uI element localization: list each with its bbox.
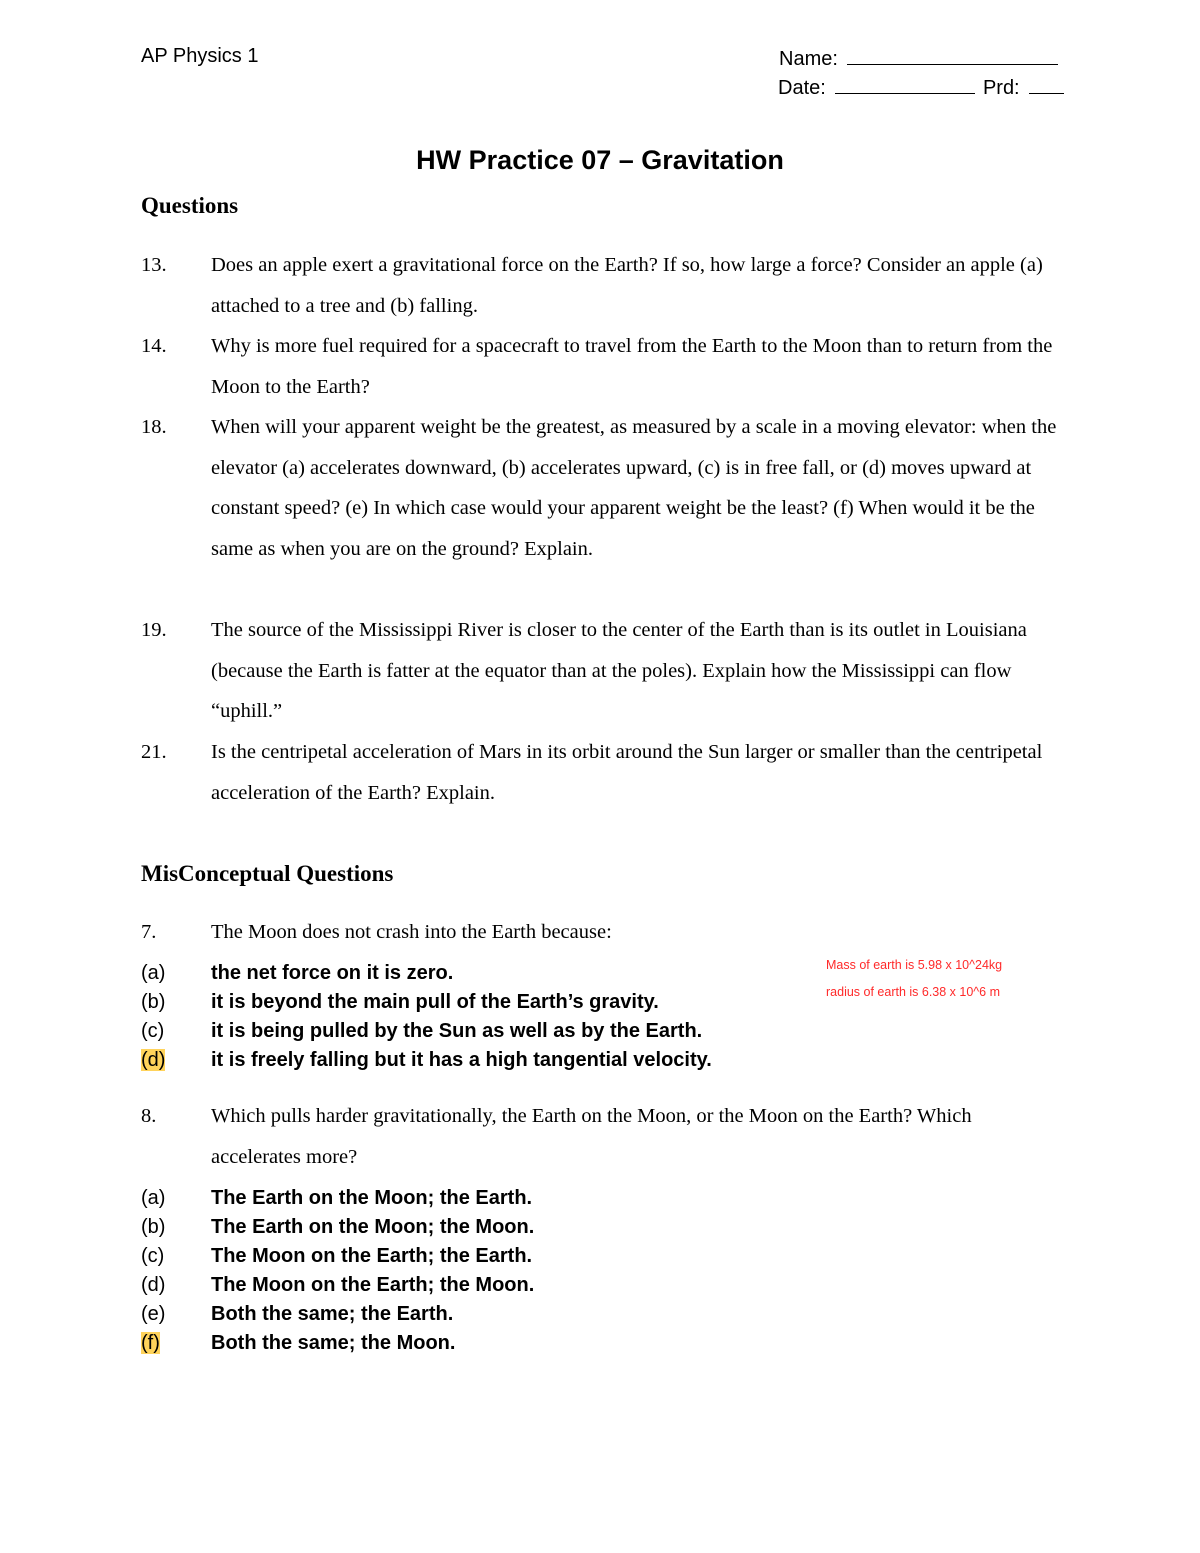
mass-note: Mass of earth is 5.98 x 10^24kg	[826, 958, 1003, 972]
option-text: The Earth on the Moon; the Earth.	[211, 1187, 533, 1209]
option-label: (c)	[141, 1020, 165, 1042]
question-number: 7.	[141, 921, 157, 943]
date-blank[interactable]	[835, 75, 975, 94]
option-label: (a)	[141, 1187, 166, 1209]
option-row[interactable]	[141, 988, 712, 1017]
option-row[interactable]	[141, 1184, 534, 1213]
option-label: (c)	[141, 1245, 165, 1267]
question-number: 18.	[141, 416, 167, 438]
page-title: HW Practice 07 – Gravitation	[416, 145, 784, 175]
question-text: The Moon does not crash into the Earth because:	[211, 921, 612, 943]
question-14	[141, 326, 1061, 407]
option-label: (d)	[141, 1274, 166, 1296]
option-label: (b)	[141, 991, 166, 1013]
question-text: The source of the Mississippi River is closer to the center of the Earth than is its outlet in Louisiana (because the Earth is fatter at the equator than at the poles). Explain how the Mississippi can flow “uphill.”	[211, 619, 1027, 723]
misconceptual-question-8	[141, 1096, 1061, 1177]
option-row[interactable]	[141, 1300, 534, 1329]
question-text: Is the centripetal acceleration of Mars in its orbit around the Sun larger or smaller than the centripetal acceleration of the Earth? Explain.	[211, 741, 1043, 804]
name-line	[778, 45, 1064, 74]
period-label: Prd:	[982, 77, 1020, 99]
option-text: The Moon on the Earth; the Earth.	[211, 1245, 533, 1267]
question-number: 8.	[141, 1105, 157, 1127]
option-label: (b)	[141, 1216, 166, 1238]
name-blank[interactable]	[847, 46, 1058, 65]
question-18	[141, 407, 1061, 569]
student-info-block	[778, 45, 1064, 103]
option-label: (e)	[141, 1303, 166, 1325]
question-number: 19.	[141, 619, 167, 641]
option-text: it is being pulled by the Sun as well as by the Earth.	[211, 1020, 703, 1042]
option-text: Both the same; the Moon.	[211, 1332, 456, 1354]
option-row[interactable]	[141, 1213, 534, 1242]
option-text: The Earth on the Moon; the Moon.	[211, 1216, 535, 1238]
question-number: 13.	[141, 254, 167, 276]
question-text: Does an apple exert a gravitational force on the Earth? If so, how large a force? Consider an apple (a) attached to a tree and (b) falling.	[211, 254, 1043, 317]
radius-note: radius of earth is 6.38 x 10^6 m	[826, 985, 1001, 999]
q7-options	[141, 959, 712, 1075]
name-label: Name:	[779, 48, 838, 70]
question-text: Why is more fuel required for a spacecraft to travel from the Earth to the Moon than to return from the Moon to the Earth?	[211, 335, 1053, 398]
highlighted-option-label: (d)	[141, 1049, 166, 1071]
date-label: Date:	[778, 77, 826, 99]
option-row[interactable]	[141, 1271, 534, 1300]
option-row[interactable]	[141, 1017, 712, 1046]
question-19	[141, 610, 1061, 732]
question-text: Which pulls harder gravitationally, the Earth on the Moon, or the Moon on the Earth? Which accelerates more?	[211, 1105, 972, 1168]
misconceptual-heading: MisConceptual Questions	[141, 861, 394, 886]
option-row[interactable]	[141, 1242, 534, 1271]
option-row[interactable]	[141, 959, 712, 988]
option-text: Both the same; the Earth.	[211, 1303, 454, 1325]
option-text: The Moon on the Earth; the Moon.	[211, 1274, 535, 1296]
question-21	[141, 732, 1061, 813]
option-label: (a)	[141, 962, 166, 984]
misconceptual-question-7	[141, 912, 1061, 953]
date-line	[778, 74, 1064, 103]
question-text: When will your apparent weight be the greatest, as measured by a scale in a moving elevator: when the elevator (a) accelerates downward, (b) accelerates upward, (c) is in free fall, or (d) moves upward at constant speed? (e) In which case would your apparent weight be the least? (f) When would it be the same as when you are on the ground? Explain.	[211, 416, 1057, 560]
option-text: it is beyond the main pull of the Earth’s gravity.	[211, 991, 659, 1013]
course-name: AP Physics 1	[141, 45, 259, 67]
option-text: the net force on it is zero.	[211, 962, 454, 984]
option-row-selected[interactable]	[141, 1329, 534, 1358]
period-blank[interactable]	[1029, 75, 1064, 94]
question-13	[141, 245, 1061, 326]
option-row-selected[interactable]	[141, 1046, 712, 1075]
questions-heading: Questions	[141, 193, 239, 218]
question-number: 21.	[141, 741, 167, 763]
highlighted-option-label: (f)	[141, 1332, 160, 1354]
option-text: it is freely falling but it has a high tangential velocity.	[211, 1049, 712, 1071]
question-number: 14.	[141, 335, 167, 357]
q8-options	[141, 1184, 534, 1358]
